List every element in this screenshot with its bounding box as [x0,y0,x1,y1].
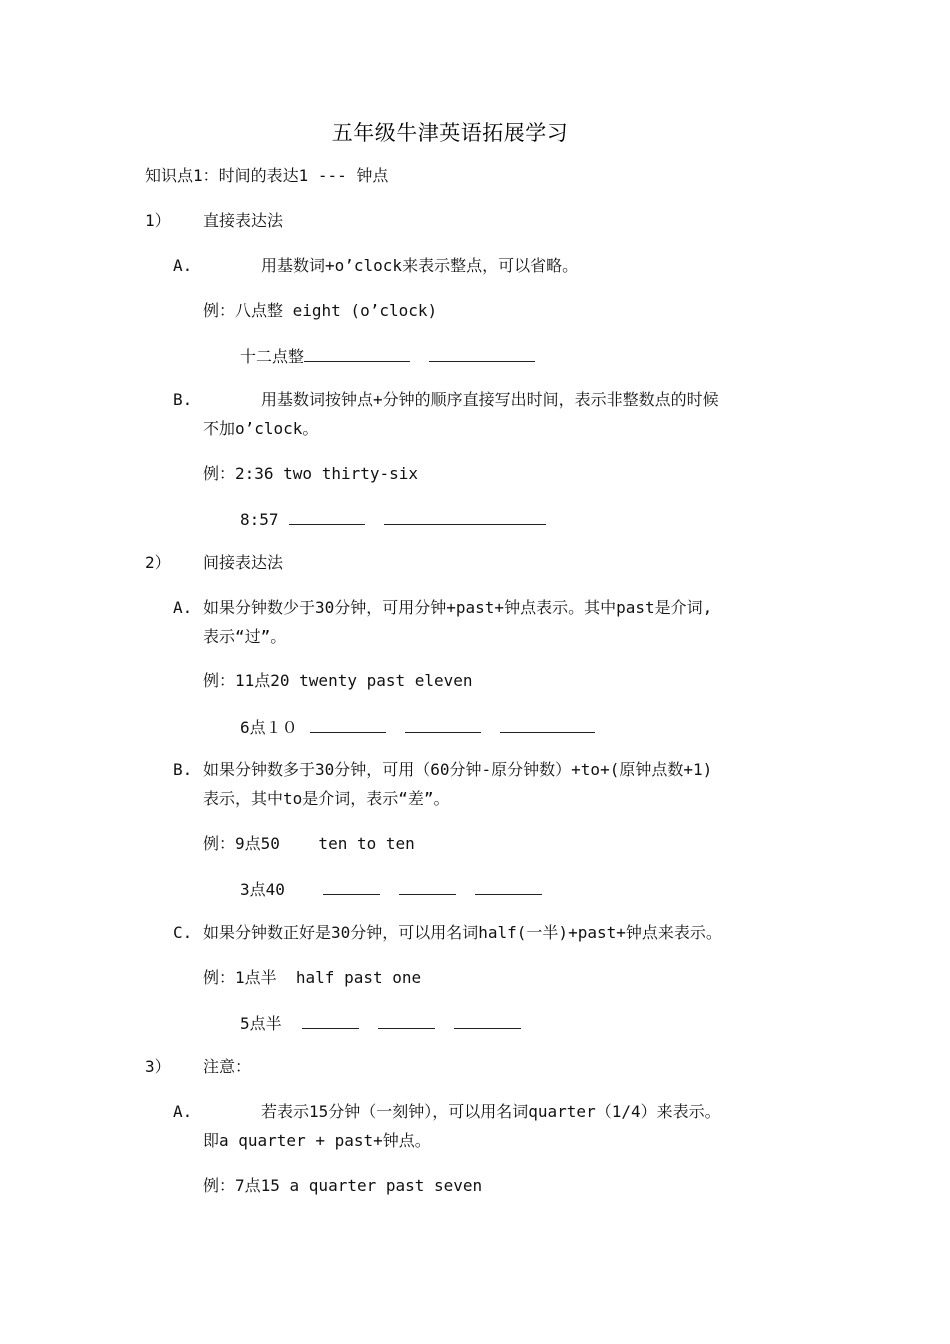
s2b-exercise-prompt: 3点40 [240,880,285,899]
s2a-text-line1: 如果分钟数少于30分钟，可用分钟+past+钟点表示。其中past是介词, [203,598,713,617]
s2c-exercise [240,1012,521,1034]
s1a-exercise [240,345,535,367]
s2c-example: 例：1点半 half past one [203,968,422,987]
answer-blank[interactable] [289,508,365,525]
s2a-exercise-prompt: 6点１０ [240,718,298,737]
section-2-label: 间接表达法 [203,553,284,572]
section-1-label: 直接表达法 [203,211,284,230]
answer-blank[interactable] [378,1012,435,1029]
s2b-text-line1: 如果分钟数多于30分钟，可用（60分钟-原分钟数）+to+(原钟点数+1) [203,760,713,779]
document-title: 五年级牛津英语拓展学习 [331,121,569,145]
section-1-number: 1） [145,211,171,230]
s3a-example: 例：7点15 a quarter past seven [203,1176,483,1195]
s1a-text: 用基数词+o’clock来表示整点，可以省略。 [261,256,579,275]
section-3-number: 3） [145,1057,171,1076]
answer-blank[interactable] [384,508,546,525]
s3a-text-line1: 若表示15分钟（一刻钟），可以用名词quarter（1/4）来表示。 [261,1102,721,1121]
s2a-letter: A. [173,598,193,617]
s1b-text-line2: 不加o’clock。 [203,419,319,438]
answer-blank[interactable] [475,878,542,895]
s1a-letter: A. [173,256,193,275]
s2c-letter: C. [173,923,193,942]
s1b-exercise [240,508,546,530]
s2c-text: 如果分钟数正好是30分钟，可以用名词half(一半)+past+钟点来表示。 [203,923,722,942]
s1b-letter: B. [173,390,193,409]
answer-blank[interactable] [302,1012,359,1029]
s2a-example: 例：11点20 twenty past eleven [203,671,473,690]
s3a-letter: A. [173,1102,193,1121]
answer-blank[interactable] [500,716,595,733]
answer-blank[interactable] [405,716,481,733]
answer-blank[interactable] [454,1012,521,1029]
section-2-number: 2） [145,553,171,572]
s1b-exercise-prompt: 8:57 [240,510,279,529]
answer-blank[interactable] [323,878,380,895]
answer-blank[interactable] [429,345,535,362]
s1b-text-line1: 用基数词按钟点+分钟的顺序直接写出时间，表示非整数点的时候 [261,390,719,409]
answer-blank[interactable] [310,716,386,733]
s1a-exercise-prompt: 十二点整 [240,347,305,366]
s2c-exercise-prompt: 5点半 [240,1014,282,1033]
s2b-exercise [240,878,542,900]
knowledge-point-heading: 知识点1：时间的表达1 --- 钟点 [145,166,389,185]
s2a-text-line2: 表示“过”。 [203,627,287,646]
answer-blank[interactable] [304,345,410,362]
s3a-text-line2: 即a quarter + past+钟点。 [203,1131,431,1150]
s2b-example: 例：9点50 ten to ten [203,834,415,853]
s2b-text-line2: 表示，其中to是介词，表示“差”。 [203,789,450,808]
answer-blank[interactable] [399,878,456,895]
s2a-exercise [240,716,595,738]
s2b-letter: B. [173,760,193,779]
s1b-example: 例：2:36 two thirty-six [203,464,419,483]
section-3-label: 注意： [203,1057,252,1076]
s1a-example: 例：八点整 eight (o’clock) [203,301,438,320]
